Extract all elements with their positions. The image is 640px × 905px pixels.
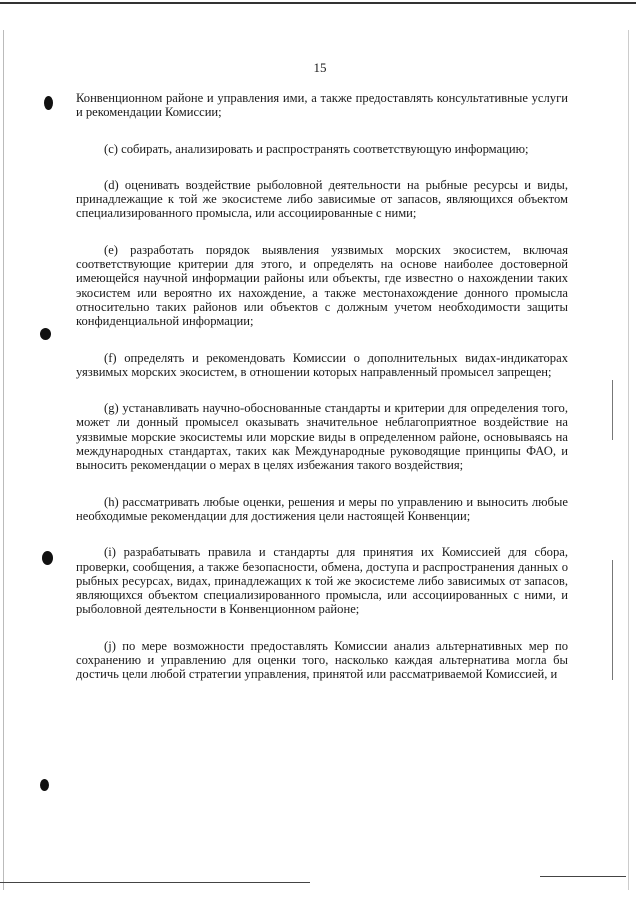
paragraph-i: (i) разрабатывать правила и стандарты для принятия их Комиссией для сбора, проверки, сообщения, а также безопасности, обмена, доступа и распространения данных о рыбных ресурсах, видах, принадлежащих к той же экосистеме либо зависимых от запасов, являющихся объектом специализированного промысла, или ассоциированных с ними, и рыболовной деятельности в Конвенционном районе; bbox=[76, 545, 568, 617]
paragraph-f: (f) определять и рекомендовать Комиссии о дополнительных видах-индикаторах уязвимых морских экосистем, в отношении которых направленный промысел запрещен; bbox=[76, 350, 568, 379]
paragraph-d: (d) оценивать воздействие рыболовной деятельности на рыбные ресурсы и виды, принадлежащие к той же экосистеме либо зависимые от запасов, являющихся объектом специализированного промысла, или ассоциированные с ними; bbox=[76, 177, 568, 221]
scan-bottom-line bbox=[0, 882, 310, 883]
paragraph-continuation: Конвенционном районе и управления ими, а также предоставлять консультативные услуги и рекомендации Комиссии; bbox=[76, 91, 568, 120]
scan-left-edge bbox=[3, 30, 4, 890]
scan-right-edge bbox=[628, 30, 629, 890]
paragraph-e: (e) разработать порядок выявления уязвимых морских экосистем, включая соответствующие критерии для этого, и определять на основе наиболее достоверной имеющейся научной информации районы или объекты, где известно о нахождении таких экосистем или вероятно их нахождение, а также местонахождение донного промысла относительно таких районов или объектов с должным учетом необходимости защиты конфиденциальной информации; bbox=[76, 242, 568, 329]
punch-hole-mark bbox=[40, 328, 51, 340]
paragraph-h: (h) рассматривать любые оценки, решения и меры по управлению и выносить любые необходимые рекомендации для достижения цели настоящей Конвенции; bbox=[76, 494, 568, 523]
scan-bottom-line bbox=[540, 876, 626, 877]
scan-right-mark bbox=[612, 380, 613, 440]
paragraph-g: (g) устанавливать научно-обоснованные стандарты и критерии для определения того, может ли донный промысел оказывать значительное неблагоприятное воздействие на уязвимые морские экосистемы или морские виды в определенном районе, основываясь на международных стандартах, таких как Международные руководящие принципы ФАО, и выносить рекомендации о мерах в целях избежания такого воздействия; bbox=[76, 401, 568, 473]
page-number: 15 bbox=[313, 60, 327, 75]
punch-hole-mark bbox=[42, 551, 53, 565]
paragraph-c: (c) собирать, анализировать и распространять соответствующую информацию; bbox=[104, 141, 529, 156]
document-body bbox=[76, 91, 568, 704]
punch-hole-mark bbox=[40, 779, 49, 791]
scan-right-mark bbox=[612, 560, 613, 680]
scan-top-edge bbox=[0, 2, 636, 4]
paragraph-j: (j) по мере возможности предоставлять Комиссии анализ альтернативных мер по сохранению и управлению для оценки того, насколько каждая альтернатива могла бы достичь цели любой стратегии управления, принятой или рассматриваемой Комиссией, и bbox=[76, 638, 568, 682]
punch-hole-mark bbox=[44, 96, 53, 110]
